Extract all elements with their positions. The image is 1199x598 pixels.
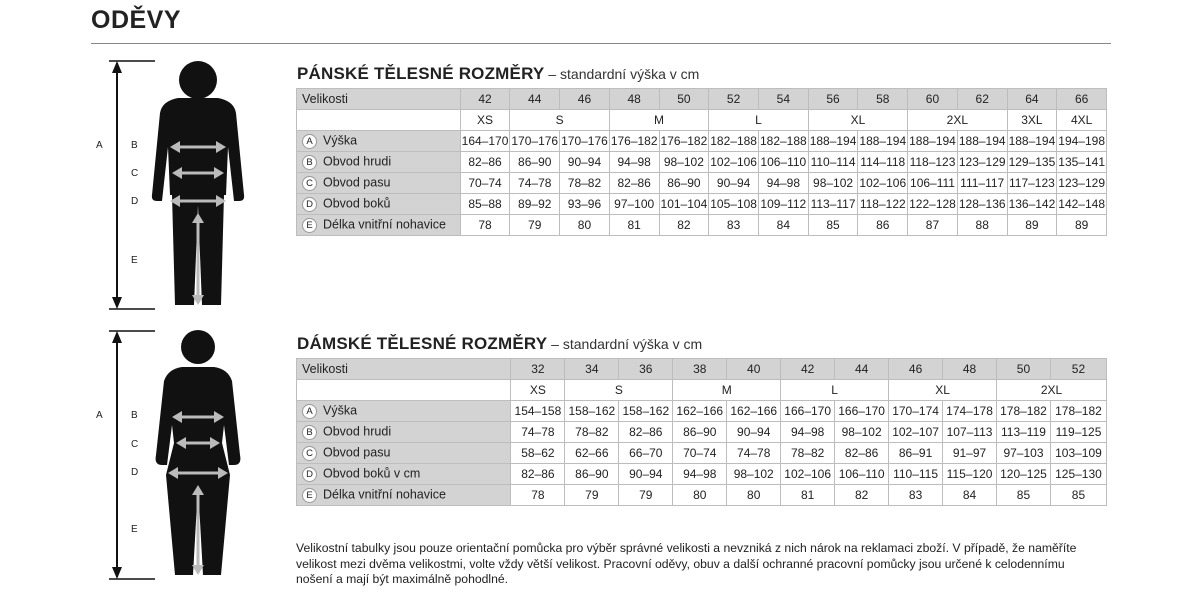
measurement-label: Výška xyxy=(323,134,358,149)
measurement-value-cell: 85–88 xyxy=(460,194,510,215)
measurement-value-cell: 79 xyxy=(510,215,560,236)
measurement-value-cell: 94–98 xyxy=(609,152,659,173)
measurement-value-cell: 135–141 xyxy=(1057,152,1107,173)
men-heading-title: PÁNSKÉ TĚLESNÉ ROZMĚRY xyxy=(297,64,545,83)
measurement-row xyxy=(297,152,1107,173)
measurement-value-cell: 170–176 xyxy=(560,131,610,152)
size-number-cell: 44 xyxy=(835,359,889,380)
measurement-value-cell: 182–188 xyxy=(709,131,759,152)
female-body-figure xyxy=(88,325,263,583)
measurement-value-cell: 97–103 xyxy=(997,443,1051,464)
measurement-value-cell: 158–162 xyxy=(565,401,619,422)
size-number-cell: 56 xyxy=(808,89,858,110)
measurement-row xyxy=(297,131,1107,152)
size-number-cell: 60 xyxy=(908,89,958,110)
size-number-cell: 42 xyxy=(781,359,835,380)
women-heading-subtitle: – standardní výška v cm xyxy=(547,336,703,352)
measurement-value-cell: 120–125 xyxy=(997,464,1051,485)
measurement-value-cell: 107–113 xyxy=(943,422,997,443)
size-letter-cell: M xyxy=(673,380,781,401)
measurement-value-cell: 79 xyxy=(565,485,619,506)
measurement-value-cell: 101–104 xyxy=(659,194,709,215)
women-size-table xyxy=(296,358,1107,506)
measurement-value-cell: 93–96 xyxy=(560,194,610,215)
measurement-value-cell: 82 xyxy=(659,215,709,236)
female-letter-e: E xyxy=(131,524,138,535)
size-number-cell: 44 xyxy=(510,89,560,110)
measurement-value-cell: 74–78 xyxy=(727,443,781,464)
measurement-value-cell: 176–182 xyxy=(609,131,659,152)
size-letter-cell: XL xyxy=(808,110,907,131)
measurement-value-cell: 162–166 xyxy=(673,401,727,422)
row-letter-badge: A xyxy=(302,404,317,419)
measurement-value-cell: 58–62 xyxy=(511,443,565,464)
measurement-row xyxy=(297,173,1107,194)
measurement-value-cell: 178–182 xyxy=(997,401,1051,422)
measurement-value-cell: 162–166 xyxy=(727,401,781,422)
size-letter-row xyxy=(297,380,1107,401)
measurement-label: Obvod hrudi xyxy=(323,155,392,170)
size-letter-cell: XS xyxy=(460,110,510,131)
measurement-value-cell: 85 xyxy=(997,485,1051,506)
size-letter-cell: 2XL xyxy=(908,110,1007,131)
measurement-row xyxy=(297,215,1107,236)
measurement-label-cell xyxy=(297,215,461,236)
row-letter-badge: E xyxy=(302,218,317,233)
measurement-value-cell: 102–107 xyxy=(889,422,943,443)
size-number-cell: 50 xyxy=(659,89,709,110)
measurement-value-cell: 86–90 xyxy=(510,152,560,173)
size-letter-cell: 4XL xyxy=(1057,110,1107,131)
row-letter-badge: B xyxy=(302,155,317,170)
measurement-row xyxy=(297,194,1107,215)
measurement-value-cell: 90–94 xyxy=(727,422,781,443)
measurement-value-cell: 81 xyxy=(609,215,659,236)
measurement-value-cell: 115–120 xyxy=(943,464,997,485)
measurement-value-cell: 74–78 xyxy=(511,422,565,443)
size-letter-blank-cell xyxy=(297,380,511,401)
measurement-value-cell: 89 xyxy=(1007,215,1057,236)
measurement-value-cell: 86–90 xyxy=(565,464,619,485)
row-letter-badge: C xyxy=(302,176,317,191)
women-section-heading xyxy=(297,334,702,354)
size-number-cell: 52 xyxy=(709,89,759,110)
measurement-value-cell: 178–182 xyxy=(1050,401,1106,422)
size-letter-cell: XS xyxy=(511,380,565,401)
measurement-value-cell: 83 xyxy=(709,215,759,236)
male-silhouette-icon xyxy=(88,55,263,313)
measurement-value-cell: 86 xyxy=(858,215,908,236)
male-letter-c: C xyxy=(131,168,139,179)
measurement-value-cell: 113–119 xyxy=(997,422,1051,443)
measurement-value-cell: 70–74 xyxy=(673,443,727,464)
row-letter-badge: E xyxy=(302,488,317,503)
measurement-value-cell: 188–194 xyxy=(1007,131,1057,152)
measurement-label-cell xyxy=(297,194,461,215)
measurement-value-cell: 89–92 xyxy=(510,194,560,215)
row-letter-badge: D xyxy=(302,197,317,212)
size-letter-cell: 3XL xyxy=(1007,110,1057,131)
sizes-label-cell: Velikosti xyxy=(297,359,511,380)
page-title: ODĚVY xyxy=(91,6,182,34)
measurement-value-cell: 82–86 xyxy=(835,443,889,464)
measurement-value-cell: 128–136 xyxy=(957,194,1007,215)
row-letter-badge: B xyxy=(302,425,317,440)
measurement-value-cell: 164–170 xyxy=(460,131,510,152)
size-number-cell: 36 xyxy=(619,359,673,380)
size-number-cell: 50 xyxy=(997,359,1051,380)
measurement-label: Délka vnitřní nohavice xyxy=(323,488,446,503)
measurement-value-cell: 170–174 xyxy=(889,401,943,422)
measurement-value-cell: 188–194 xyxy=(957,131,1007,152)
male-body-figure xyxy=(88,55,263,313)
measurement-value-cell: 94–98 xyxy=(781,422,835,443)
measurement-label: Obvod pasu xyxy=(323,446,391,461)
female-letter-a: A xyxy=(96,410,103,421)
measurement-value-cell: 110–114 xyxy=(808,152,858,173)
measurement-value-cell: 102–106 xyxy=(709,152,759,173)
measurement-value-cell: 90–94 xyxy=(619,464,673,485)
measurement-value-cell: 70–74 xyxy=(460,173,510,194)
measurement-value-cell: 122–128 xyxy=(908,194,958,215)
measurement-value-cell: 123–129 xyxy=(957,152,1007,173)
title-divider xyxy=(91,43,1111,44)
measurement-label: Obvod boků v cm xyxy=(323,467,421,482)
measurement-row xyxy=(297,485,1107,506)
measurement-value-cell: 82–86 xyxy=(460,152,510,173)
size-letter-cell: L xyxy=(709,110,808,131)
measurement-value-cell: 88 xyxy=(957,215,1007,236)
size-number-cell: 32 xyxy=(511,359,565,380)
size-number-cell: 52 xyxy=(1050,359,1106,380)
size-letter-cell: S xyxy=(510,110,609,131)
disclaimer-text: Velikostní tabulky jsou pouze orientační pomůcka pro výběr správné velikosti a nevzniká z nich nárok na reklamaci zboží. V případě, že naměříte velikost mezi dvěma velikostmi, volte vždy větší velikost. Pracovní oděvy, obuv a další ochranné pracovní pomůcky jsou určené k celodennímu nošení a mají být maximálně pohodlné. xyxy=(296,541,1077,586)
male-letter-a: A xyxy=(96,140,103,151)
measurement-value-cell: 85 xyxy=(808,215,858,236)
measurement-value-cell: 194–198 xyxy=(1057,131,1107,152)
row-letter-badge: C xyxy=(302,446,317,461)
size-letter-cell: M xyxy=(609,110,708,131)
female-silhouette-icon xyxy=(88,325,263,583)
measurement-value-cell: 98–102 xyxy=(727,464,781,485)
measurement-value-cell: 82 xyxy=(835,485,889,506)
male-letter-b: B xyxy=(131,140,138,151)
measurement-value-cell: 182–188 xyxy=(758,131,808,152)
measurement-label-cell xyxy=(297,485,511,506)
measurement-value-cell: 103–109 xyxy=(1050,443,1106,464)
measurement-value-cell: 136–142 xyxy=(1007,194,1057,215)
measurement-value-cell: 106–110 xyxy=(835,464,889,485)
measurement-row xyxy=(297,464,1107,485)
measurement-value-cell: 97–100 xyxy=(609,194,659,215)
measurement-value-cell: 117–123 xyxy=(1007,173,1057,194)
size-letter-cell: L xyxy=(781,380,889,401)
measurement-value-cell: 82–86 xyxy=(619,422,673,443)
measurement-value-cell: 114–118 xyxy=(858,152,908,173)
measurement-value-cell: 94–98 xyxy=(758,173,808,194)
size-number-cell: 40 xyxy=(727,359,781,380)
measurement-value-cell: 84 xyxy=(758,215,808,236)
measurement-label: Obvod hrudi xyxy=(323,425,392,440)
measurement-value-cell: 166–170 xyxy=(835,401,889,422)
measurement-value-cell: 98–102 xyxy=(659,152,709,173)
measurement-label-cell xyxy=(297,443,511,464)
measurement-label: Obvod pasu xyxy=(323,176,391,191)
size-number-cell: 46 xyxy=(889,359,943,380)
measurement-value-cell: 142–148 xyxy=(1057,194,1107,215)
measurement-value-cell: 87 xyxy=(908,215,958,236)
size-number-cell: 42 xyxy=(460,89,510,110)
measurement-value-cell: 80 xyxy=(727,485,781,506)
size-number-row xyxy=(297,359,1107,380)
measurement-value-cell: 113–117 xyxy=(808,194,858,215)
measurement-label-cell xyxy=(297,422,511,443)
measurement-value-cell: 106–110 xyxy=(758,152,808,173)
size-number-cell: 48 xyxy=(943,359,997,380)
measurement-value-cell: 188–194 xyxy=(858,131,908,152)
size-number-cell: 64 xyxy=(1007,89,1057,110)
measurement-value-cell: 86–91 xyxy=(889,443,943,464)
measurement-value-cell: 86–90 xyxy=(673,422,727,443)
measurement-value-cell: 109–112 xyxy=(758,194,808,215)
men-section-heading xyxy=(297,64,699,84)
measurement-value-cell: 102–106 xyxy=(858,173,908,194)
measurement-value-cell: 105–108 xyxy=(709,194,759,215)
measurement-value-cell: 78–82 xyxy=(781,443,835,464)
row-letter-badge: A xyxy=(302,134,317,149)
measurement-value-cell: 74–78 xyxy=(510,173,560,194)
measurement-value-cell: 82–86 xyxy=(609,173,659,194)
measurement-value-cell: 78–82 xyxy=(565,422,619,443)
male-letter-e: E xyxy=(131,255,138,266)
measurement-value-cell: 170–176 xyxy=(510,131,560,152)
measurement-value-cell: 176–182 xyxy=(659,131,709,152)
measurement-value-cell: 174–178 xyxy=(943,401,997,422)
measurement-value-cell: 94–98 xyxy=(673,464,727,485)
row-letter-badge: D xyxy=(302,467,317,482)
measurement-value-cell: 85 xyxy=(1050,485,1106,506)
measurement-row xyxy=(297,443,1107,464)
measurement-value-cell: 83 xyxy=(889,485,943,506)
measurement-value-cell: 82–86 xyxy=(511,464,565,485)
size-letter-blank-cell xyxy=(297,110,461,131)
measurement-value-cell: 166–170 xyxy=(781,401,835,422)
measurement-value-cell: 118–122 xyxy=(858,194,908,215)
size-number-cell: 38 xyxy=(673,359,727,380)
sizes-label-cell: Velikosti xyxy=(297,89,461,110)
size-letter-row xyxy=(297,110,1107,131)
female-letter-d: D xyxy=(131,467,139,478)
measurement-value-cell: 90–94 xyxy=(560,152,610,173)
size-number-cell: 54 xyxy=(758,89,808,110)
measurement-value-cell: 78 xyxy=(460,215,510,236)
measurement-label: Výška xyxy=(323,404,358,419)
women-heading-title: DÁMSKÉ TĚLESNÉ ROZMĚRY xyxy=(297,334,548,353)
measurement-value-cell: 118–123 xyxy=(908,152,958,173)
measurement-value-cell: 80 xyxy=(673,485,727,506)
measurement-label: Obvod boků xyxy=(323,197,391,212)
female-letter-b: B xyxy=(131,410,138,421)
size-number-cell: 58 xyxy=(858,89,908,110)
measurement-value-cell: 90–94 xyxy=(709,173,759,194)
measurement-value-cell: 188–194 xyxy=(908,131,958,152)
measurement-value-cell: 78–82 xyxy=(560,173,610,194)
size-number-cell: 34 xyxy=(565,359,619,380)
measurement-value-cell: 154–158 xyxy=(511,401,565,422)
measurement-label-cell xyxy=(297,173,461,194)
size-number-cell: 48 xyxy=(609,89,659,110)
measurement-value-cell: 62–66 xyxy=(565,443,619,464)
measurement-value-cell: 106–111 xyxy=(908,173,958,194)
measurement-value-cell: 98–102 xyxy=(835,422,889,443)
measurement-value-cell: 66–70 xyxy=(619,443,673,464)
measurement-value-cell: 123–129 xyxy=(1057,173,1107,194)
measurement-value-cell: 119–125 xyxy=(1050,422,1106,443)
measurement-value-cell: 158–162 xyxy=(619,401,673,422)
measurement-row xyxy=(297,401,1107,422)
size-number-cell: 46 xyxy=(560,89,610,110)
men-size-table xyxy=(296,88,1107,236)
size-number-cell: 66 xyxy=(1057,89,1107,110)
measurement-value-cell: 129–135 xyxy=(1007,152,1057,173)
measurement-label-cell xyxy=(297,152,461,173)
size-letter-cell: S xyxy=(565,380,673,401)
measurement-value-cell: 98–102 xyxy=(808,173,858,194)
measurement-value-cell: 86–90 xyxy=(659,173,709,194)
measurement-value-cell: 79 xyxy=(619,485,673,506)
measurement-value-cell: 188–194 xyxy=(808,131,858,152)
measurement-value-cell: 102–106 xyxy=(781,464,835,485)
measurement-label-cell xyxy=(297,464,511,485)
male-letter-d: D xyxy=(131,196,139,207)
size-number-cell: 62 xyxy=(957,89,1007,110)
size-number-row xyxy=(297,89,1107,110)
measurement-label-cell xyxy=(297,401,511,422)
measurement-value-cell: 89 xyxy=(1057,215,1107,236)
measurement-label-cell xyxy=(297,131,461,152)
size-letter-cell: XL xyxy=(889,380,997,401)
measurement-value-cell: 81 xyxy=(781,485,835,506)
measurement-value-cell: 78 xyxy=(511,485,565,506)
measurement-row xyxy=(297,422,1107,443)
measurement-value-cell: 80 xyxy=(560,215,610,236)
measurement-value-cell: 110–115 xyxy=(889,464,943,485)
measurement-value-cell: 111–117 xyxy=(957,173,1007,194)
size-letter-cell: 2XL xyxy=(997,380,1107,401)
measurement-value-cell: 125–130 xyxy=(1050,464,1106,485)
measurement-label: Délka vnitřní nohavice xyxy=(323,218,446,233)
measurement-value-cell: 91–97 xyxy=(943,443,997,464)
men-heading-subtitle: – standardní výška v cm xyxy=(544,66,700,82)
measurement-value-cell: 84 xyxy=(943,485,997,506)
female-letter-c: C xyxy=(131,439,139,450)
